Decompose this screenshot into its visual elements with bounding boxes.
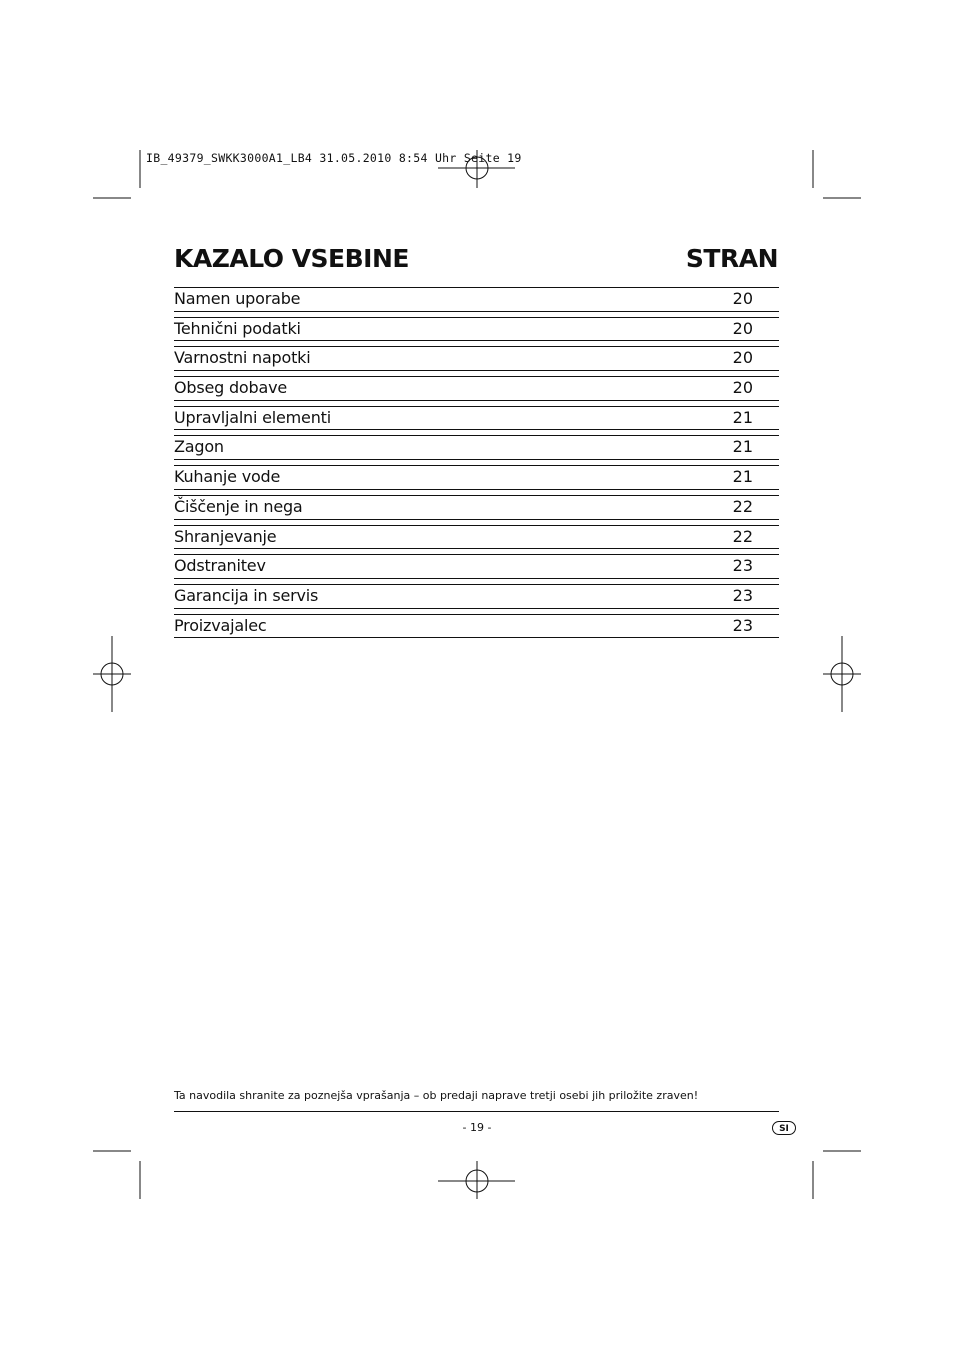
- toc-rule: [174, 637, 779, 638]
- toc-rule: [174, 465, 779, 466]
- toc-rule: [174, 519, 779, 520]
- toc-row: [174, 405, 779, 435]
- toc-rule: [174, 317, 779, 318]
- toc-entry-page: 21: [732, 467, 753, 487]
- toc-rule: [174, 287, 779, 288]
- toc-row: [174, 345, 779, 375]
- toc-rule: [174, 578, 779, 579]
- toc-entry-label: Odstranitev: [174, 556, 266, 576]
- toc-entry-label: Obseg dobave: [174, 378, 287, 398]
- toc-title: KAZALO VSEBINE: [174, 244, 409, 273]
- toc-rule: [174, 489, 779, 490]
- footer-note: Ta navodila shranite za poznejša vprašanja – ob predaji naprave tretji osebi jih priložite zraven!: [174, 1089, 699, 1102]
- toc-entry-label: Proizvajalec: [174, 615, 267, 635]
- toc-rule: [174, 584, 779, 585]
- toc-rule: [174, 406, 779, 407]
- language-badge: SI: [772, 1121, 796, 1135]
- toc-rule: [174, 525, 779, 526]
- toc-rule: [174, 608, 779, 609]
- toc-rule: [174, 311, 779, 312]
- toc-row: [174, 524, 779, 554]
- toc-entry-label: Zagon: [174, 437, 224, 457]
- toc-entry-page: 22: [732, 496, 753, 516]
- toc-entry-page: 20: [732, 378, 753, 398]
- toc-row: [174, 375, 779, 405]
- toc-row: [174, 553, 779, 583]
- print-slug: IB_49379_SWKK3000A1_LB4 31.05.2010 8:54 Uhr Seite 19: [146, 151, 522, 165]
- toc-rule: [174, 554, 779, 555]
- toc-rule: [174, 548, 779, 549]
- toc-entry-label: Tehnični podatki: [174, 318, 301, 338]
- toc-entry-label: Garancija in servis: [174, 585, 319, 605]
- toc-row: [174, 613, 779, 643]
- toc-entry-page: 22: [732, 526, 753, 546]
- toc-entry-page: 23: [732, 615, 753, 635]
- toc-entry-page: 20: [732, 289, 753, 308]
- page-number: - 19 -: [462, 1121, 492, 1134]
- toc-rule: [174, 435, 779, 436]
- toc-rule: [174, 340, 779, 341]
- toc-rule: [174, 429, 779, 430]
- toc-entry-label: Kuhanje vode: [174, 467, 281, 487]
- toc-entry-page: 23: [732, 585, 753, 605]
- toc-rule: [174, 376, 779, 377]
- toc-entry-page: 20: [732, 348, 753, 368]
- toc-rule: [174, 459, 779, 460]
- toc-entry-label: Namen uporabe: [174, 289, 301, 308]
- footer-divider: [174, 1111, 779, 1112]
- toc-rule: [174, 614, 779, 615]
- toc-rule: [174, 346, 779, 347]
- toc-row: [174, 316, 779, 346]
- table-of-contents: [174, 286, 779, 642]
- toc-entry-page: 21: [732, 407, 753, 427]
- page-column-title: STRAN: [685, 244, 778, 273]
- toc-rule: [174, 400, 779, 401]
- toc-entry-page: 21: [732, 437, 753, 457]
- toc-entry-page: 23: [732, 556, 753, 576]
- toc-entry-page: 20: [732, 318, 753, 338]
- toc-row: [174, 286, 779, 316]
- toc-entry-label: Upravljalni elementi: [174, 407, 331, 427]
- toc-entry-label: Varnostni napotki: [174, 348, 311, 368]
- toc-row: [174, 494, 779, 524]
- toc-entry-label: Shranjevanje: [174, 526, 277, 546]
- toc-row: [174, 583, 779, 613]
- toc-row: [174, 434, 779, 464]
- toc-rule: [174, 370, 779, 371]
- toc-rule: [174, 495, 779, 496]
- toc-entry-label: Čiščenje in nega: [174, 496, 303, 516]
- toc-row: [174, 464, 779, 494]
